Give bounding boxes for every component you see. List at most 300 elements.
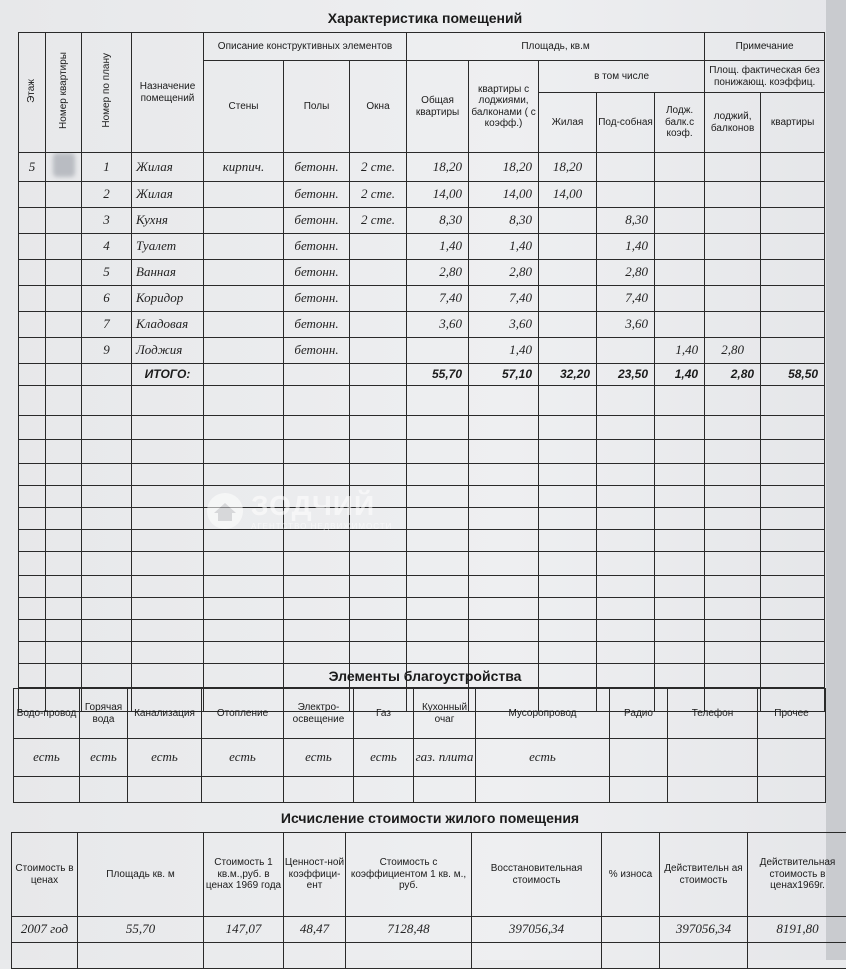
cost-value: 8191,80 bbox=[748, 917, 846, 943]
cell-total bbox=[407, 337, 469, 363]
cell-floor: бетонн. bbox=[284, 285, 350, 311]
cell-floor bbox=[19, 233, 46, 259]
cost-value bbox=[602, 917, 660, 943]
empty-cell bbox=[469, 575, 539, 597]
empty-cell bbox=[46, 663, 82, 687]
empty-cell bbox=[19, 485, 46, 507]
empty-cell bbox=[46, 507, 82, 529]
empty-cell bbox=[761, 415, 825, 439]
empty-cell bbox=[407, 385, 469, 415]
empty-row bbox=[19, 485, 825, 507]
header-including: в том числе bbox=[539, 61, 705, 93]
empty-cell bbox=[46, 597, 82, 619]
header-auxiliary: Под-собная bbox=[597, 93, 655, 153]
empty-cell bbox=[132, 575, 204, 597]
empty-cell bbox=[407, 415, 469, 439]
empty-cell bbox=[19, 575, 46, 597]
empty-cell bbox=[407, 619, 469, 641]
empty-cell bbox=[407, 551, 469, 575]
cell-lodg bbox=[655, 181, 705, 207]
empty-cell bbox=[539, 507, 597, 529]
cell-floor: бетонн. bbox=[284, 153, 350, 182]
empty-cell bbox=[284, 641, 350, 663]
cell-name: Жилая bbox=[132, 153, 204, 182]
empty-cell bbox=[82, 663, 132, 687]
empty-cell bbox=[19, 663, 46, 687]
cell-total: 1,40 bbox=[407, 233, 469, 259]
empty-cell bbox=[469, 439, 539, 463]
empty-cell bbox=[597, 385, 655, 415]
empty-cell bbox=[705, 663, 761, 687]
empty-cell bbox=[132, 551, 204, 575]
empty-cell bbox=[761, 463, 825, 485]
empty-cell bbox=[284, 529, 350, 551]
cell-floor: бетонн. bbox=[284, 311, 350, 337]
empty-row bbox=[19, 619, 825, 641]
empty-row bbox=[19, 439, 825, 463]
cell-withl: 1,40 bbox=[469, 337, 539, 363]
empty-cell bbox=[539, 529, 597, 551]
empty-cell bbox=[82, 463, 132, 485]
empty-cell bbox=[597, 619, 655, 641]
amenity-value bbox=[668, 739, 758, 777]
amenity-header: Канализация bbox=[128, 689, 202, 739]
totals-row bbox=[19, 363, 825, 385]
cell-name: Кухня bbox=[132, 207, 204, 233]
empty-cell bbox=[354, 777, 414, 803]
empty-cell bbox=[469, 551, 539, 575]
empty-cell bbox=[82, 507, 132, 529]
empty-cell bbox=[132, 507, 204, 529]
cell-aux bbox=[597, 153, 655, 182]
empty-cell bbox=[82, 385, 132, 415]
amenity-header: Газ bbox=[354, 689, 414, 739]
empty-cell bbox=[655, 415, 705, 439]
amenity-value bbox=[758, 739, 826, 777]
cell-n1 bbox=[705, 153, 761, 182]
cell-lodg bbox=[655, 233, 705, 259]
amenity-header: Электро-освещение bbox=[284, 689, 354, 739]
amenity-header: Водо-провод bbox=[14, 689, 80, 739]
cell-aux bbox=[597, 181, 655, 207]
cell-name: Лоджия bbox=[132, 337, 204, 363]
cell-apartment bbox=[46, 311, 82, 337]
cell-n2 bbox=[761, 285, 825, 311]
cell-plan: 9 bbox=[82, 337, 132, 363]
empty-cell bbox=[204, 575, 284, 597]
empty-cell bbox=[202, 777, 284, 803]
empty-cell bbox=[284, 777, 354, 803]
cell-n1 bbox=[705, 181, 761, 207]
cell-window bbox=[350, 233, 407, 259]
cost-header: Стоимость с коэффициентом 1 кв. м., руб. bbox=[346, 833, 472, 917]
empty-cell bbox=[204, 551, 284, 575]
table-row bbox=[19, 233, 825, 259]
header-apartment-number: Номер квартиры bbox=[46, 33, 82, 153]
cost-header: Площадь кв. м bbox=[78, 833, 204, 917]
empty-cell bbox=[539, 597, 597, 619]
watermark bbox=[205, 490, 392, 531]
empty-cell bbox=[19, 529, 46, 551]
cell-withl: 18,20 bbox=[469, 153, 539, 182]
empty-cell bbox=[128, 777, 202, 803]
empty-cell bbox=[82, 597, 132, 619]
empty-cell bbox=[655, 485, 705, 507]
empty-cell bbox=[761, 597, 825, 619]
empty-cell bbox=[539, 551, 597, 575]
empty-cell bbox=[284, 575, 350, 597]
empty-cell bbox=[539, 463, 597, 485]
table-row bbox=[19, 207, 825, 233]
amenities-title: Элементы благоустройства bbox=[300, 668, 550, 684]
cell-plan: 7 bbox=[82, 311, 132, 337]
cost-header: Действительн ая стоимость bbox=[660, 833, 748, 917]
amenity-value: есть bbox=[284, 739, 354, 777]
table-row bbox=[19, 259, 825, 285]
amenity-header: Прочее bbox=[758, 689, 826, 739]
header-walls: Стены bbox=[204, 61, 284, 153]
empty-cell bbox=[350, 619, 407, 641]
cell-n2 bbox=[761, 311, 825, 337]
amenity-header: Радио bbox=[610, 689, 668, 739]
empty-cell bbox=[476, 777, 610, 803]
amenity-value: есть bbox=[476, 739, 610, 777]
amenity-header: Отопление bbox=[202, 689, 284, 739]
empty-cell bbox=[407, 485, 469, 507]
empty-cell bbox=[284, 439, 350, 463]
cell-withl: 3,60 bbox=[469, 311, 539, 337]
empty-row bbox=[19, 507, 825, 529]
watermark-tagline: АГЕНТСТВО НЕДВИЖИМОСТИ bbox=[251, 522, 392, 531]
empty-cell bbox=[19, 439, 46, 463]
empty-cell bbox=[132, 619, 204, 641]
cell-name: Ванная bbox=[132, 259, 204, 285]
cell-walls bbox=[204, 285, 284, 311]
cost-value: 7128,48 bbox=[346, 917, 472, 943]
empty-cell bbox=[284, 363, 350, 385]
cell-aux: 7,40 bbox=[597, 285, 655, 311]
empty-cell bbox=[597, 507, 655, 529]
empty-cell bbox=[132, 641, 204, 663]
amenity-header: Горячая вода bbox=[80, 689, 128, 739]
table-row bbox=[19, 337, 825, 363]
empty-cell bbox=[350, 363, 407, 385]
cell-walls bbox=[204, 181, 284, 207]
cost-table bbox=[11, 832, 846, 969]
empty-cell bbox=[705, 439, 761, 463]
empty-row bbox=[19, 463, 825, 485]
cell-name: Жилая bbox=[132, 181, 204, 207]
empty-cell bbox=[284, 415, 350, 439]
rooms-title: Характеристика помещений bbox=[300, 10, 550, 26]
empty-cell bbox=[655, 575, 705, 597]
empty-cell bbox=[761, 507, 825, 529]
header-structural-elements: Описание конструктивных элементов bbox=[204, 33, 407, 61]
empty-cell bbox=[761, 663, 825, 687]
empty-cell bbox=[539, 415, 597, 439]
cell-name: Кладовая bbox=[132, 311, 204, 337]
cell-apartment bbox=[46, 207, 82, 233]
cell-n2 bbox=[761, 233, 825, 259]
empty-cell bbox=[46, 363, 82, 385]
empty-cell bbox=[610, 777, 668, 803]
table-row bbox=[19, 181, 825, 207]
table-row bbox=[19, 311, 825, 337]
cell-plan: 2 bbox=[82, 181, 132, 207]
empty-cell bbox=[46, 463, 82, 485]
empty-cell bbox=[597, 663, 655, 687]
cell-n1 bbox=[705, 207, 761, 233]
cell-n2 bbox=[761, 181, 825, 207]
empty-cell bbox=[655, 439, 705, 463]
empty-cell bbox=[46, 415, 82, 439]
redacted-apartment-number bbox=[53, 153, 75, 177]
cell-floor bbox=[19, 311, 46, 337]
amenity-header: Мусоропровод bbox=[476, 689, 610, 739]
empty-cell bbox=[132, 415, 204, 439]
empty-cell bbox=[346, 943, 472, 969]
cell-window bbox=[350, 259, 407, 285]
cell-aux: 8,30 bbox=[597, 207, 655, 233]
cell-total: 2,80 bbox=[407, 259, 469, 285]
header-loggias-balconies: лоджий, балконов bbox=[705, 93, 761, 153]
cell-plan: 4 bbox=[82, 233, 132, 259]
cell-plan: 3 bbox=[82, 207, 132, 233]
empty-cell bbox=[19, 415, 46, 439]
empty-cell bbox=[132, 463, 204, 485]
cell-aux: 3,60 bbox=[597, 311, 655, 337]
cell-apartment bbox=[46, 337, 82, 363]
empty-cell bbox=[46, 551, 82, 575]
empty-cell bbox=[350, 385, 407, 415]
empty-cell bbox=[82, 363, 132, 385]
empty-cell bbox=[284, 385, 350, 415]
cell-aux bbox=[597, 337, 655, 363]
empty-cell bbox=[469, 529, 539, 551]
empty-cell bbox=[469, 385, 539, 415]
cost-value: 48,47 bbox=[284, 917, 346, 943]
rooms-table bbox=[18, 32, 825, 712]
empty-cell bbox=[539, 385, 597, 415]
empty-cell bbox=[82, 551, 132, 575]
empty-cell bbox=[407, 597, 469, 619]
header-note: Примечание bbox=[705, 33, 825, 61]
empty-cell bbox=[469, 507, 539, 529]
empty-cell bbox=[660, 943, 748, 969]
empty-cell bbox=[204, 363, 284, 385]
empty-row bbox=[19, 385, 825, 415]
cell-floor bbox=[19, 285, 46, 311]
cell-aux: 1,40 bbox=[597, 233, 655, 259]
empty-cell bbox=[655, 463, 705, 485]
cell-floor bbox=[19, 337, 46, 363]
empty-cell bbox=[204, 597, 284, 619]
cell-total: 3,60 bbox=[407, 311, 469, 337]
watermark-brand: ЗОДЧИЙ bbox=[251, 490, 392, 522]
cell-walls bbox=[204, 207, 284, 233]
empty-cell bbox=[597, 485, 655, 507]
empty-cell bbox=[284, 597, 350, 619]
empty-cell bbox=[705, 415, 761, 439]
table-row bbox=[19, 285, 825, 311]
empty-cell bbox=[539, 641, 597, 663]
empty-cell bbox=[705, 551, 761, 575]
empty-cell bbox=[350, 463, 407, 485]
header-floors: Полы bbox=[284, 61, 350, 153]
cell-lodg bbox=[655, 207, 705, 233]
cost-value: 55,70 bbox=[78, 917, 204, 943]
empty-cell bbox=[204, 415, 284, 439]
empty-cell bbox=[284, 943, 346, 969]
empty-cell bbox=[655, 663, 705, 687]
empty-cell bbox=[469, 619, 539, 641]
cell-n2 bbox=[761, 153, 825, 182]
amenity-value: есть bbox=[80, 739, 128, 777]
empty-cell bbox=[80, 777, 128, 803]
empty-cell bbox=[705, 507, 761, 529]
cost-header: Ценност-ной коэффици-ент bbox=[284, 833, 346, 917]
cell-withl: 1,40 bbox=[469, 233, 539, 259]
empty-cell bbox=[602, 943, 660, 969]
header-area: Площадь, кв.м bbox=[407, 33, 705, 61]
header-windows: Окна bbox=[350, 61, 407, 153]
empty-cell bbox=[655, 619, 705, 641]
empty-cell bbox=[132, 529, 204, 551]
empty-cell bbox=[19, 619, 46, 641]
empty-cell bbox=[597, 597, 655, 619]
empty-cell bbox=[407, 529, 469, 551]
amenity-value: есть bbox=[14, 739, 80, 777]
empty-cell bbox=[705, 485, 761, 507]
empty-cell bbox=[132, 663, 204, 687]
empty-cell bbox=[204, 663, 284, 687]
cost-value: 397056,34 bbox=[472, 917, 602, 943]
empty-cell bbox=[655, 529, 705, 551]
empty-cell bbox=[469, 415, 539, 439]
cell-window: 2 сте. bbox=[350, 181, 407, 207]
cell-name: Коридор bbox=[132, 285, 204, 311]
empty-cell bbox=[82, 485, 132, 507]
empty-cell bbox=[19, 597, 46, 619]
empty-cell bbox=[82, 439, 132, 463]
empty-cell bbox=[204, 619, 284, 641]
cell-apartment bbox=[46, 233, 82, 259]
empty-cell bbox=[14, 777, 80, 803]
total-living: 32,20 bbox=[539, 363, 597, 385]
cell-total: 14,00 bbox=[407, 181, 469, 207]
empty-cell bbox=[655, 551, 705, 575]
empty-cell bbox=[758, 777, 826, 803]
header-total-area: Общая квартиры bbox=[407, 61, 469, 153]
cell-name: Туалет bbox=[132, 233, 204, 259]
cell-lodg bbox=[655, 311, 705, 337]
empty-cell bbox=[204, 439, 284, 463]
empty-cell bbox=[46, 439, 82, 463]
empty-row bbox=[19, 415, 825, 439]
cell-lodg: 1,40 bbox=[655, 337, 705, 363]
amenity-value: есть bbox=[202, 739, 284, 777]
cell-plan: 5 bbox=[82, 259, 132, 285]
cost-header: Действительная стоимость в ценах1969г. bbox=[748, 833, 846, 917]
total-withl: 57,10 bbox=[469, 363, 539, 385]
empty-cell bbox=[472, 943, 602, 969]
empty-cell bbox=[204, 641, 284, 663]
empty-cell bbox=[204, 943, 284, 969]
empty-cell bbox=[46, 485, 82, 507]
cell-n1 bbox=[705, 311, 761, 337]
empty-cell bbox=[539, 439, 597, 463]
cost-value: 2007 год bbox=[12, 917, 78, 943]
empty-cell bbox=[284, 551, 350, 575]
empty-cell bbox=[655, 641, 705, 663]
cell-floor: бетонн. bbox=[284, 207, 350, 233]
empty-cell bbox=[597, 463, 655, 485]
cell-n2 bbox=[761, 337, 825, 363]
cost-header: Стоимость в ценах bbox=[12, 833, 78, 917]
cell-living bbox=[539, 337, 597, 363]
empty-cell bbox=[407, 463, 469, 485]
header-area-with-loggias: квартиры с лоджиями, балконами ( с коэфф.) bbox=[469, 61, 539, 153]
header-room-purpose: Назначение помещений bbox=[132, 33, 204, 153]
empty-cell bbox=[761, 551, 825, 575]
cell-apartment bbox=[46, 285, 82, 311]
cost-title: Исчисление стоимости жилого помещения bbox=[250, 810, 610, 826]
cell-plan: 1 bbox=[82, 153, 132, 182]
empty-cell bbox=[469, 597, 539, 619]
empty-cell bbox=[597, 551, 655, 575]
cell-total: 7,40 bbox=[407, 285, 469, 311]
empty-cell bbox=[414, 777, 476, 803]
empty-cell bbox=[46, 619, 82, 641]
header-loggia-coef: Лодж. балк.с коэф. bbox=[655, 93, 705, 153]
cell-window: 2 сте. bbox=[350, 153, 407, 182]
cell-apartment bbox=[46, 181, 82, 207]
empty-cell bbox=[350, 575, 407, 597]
cell-window bbox=[350, 285, 407, 311]
empty-cell bbox=[19, 507, 46, 529]
cell-floor: бетонн. bbox=[284, 259, 350, 285]
empty-cell bbox=[469, 641, 539, 663]
cell-living: 18,20 bbox=[539, 153, 597, 182]
empty-cell bbox=[761, 575, 825, 597]
empty-cell bbox=[82, 619, 132, 641]
page-edge bbox=[826, 0, 846, 960]
empty-cell bbox=[597, 641, 655, 663]
cost-header: Восстановительная стоимость bbox=[472, 833, 602, 917]
empty-cell bbox=[284, 463, 350, 485]
cell-n1 bbox=[705, 285, 761, 311]
empty-row bbox=[19, 575, 825, 597]
empty-cell bbox=[350, 597, 407, 619]
empty-cell bbox=[19, 385, 46, 415]
cell-lodg bbox=[655, 259, 705, 285]
cell-floor: 5 bbox=[19, 153, 46, 182]
empty-cell bbox=[469, 485, 539, 507]
empty-cell bbox=[132, 439, 204, 463]
empty-cell bbox=[539, 575, 597, 597]
empty-cell bbox=[597, 529, 655, 551]
cell-total: 8,30 bbox=[407, 207, 469, 233]
empty-cell bbox=[705, 463, 761, 485]
header-plan-number: Номер по плану bbox=[82, 33, 132, 153]
empty-cell bbox=[761, 619, 825, 641]
cell-living bbox=[539, 311, 597, 337]
cell-apartment bbox=[46, 259, 82, 285]
empty-cell bbox=[204, 463, 284, 485]
cell-total: 18,20 bbox=[407, 153, 469, 182]
house-logo-icon bbox=[205, 491, 245, 531]
empty-cell bbox=[668, 777, 758, 803]
